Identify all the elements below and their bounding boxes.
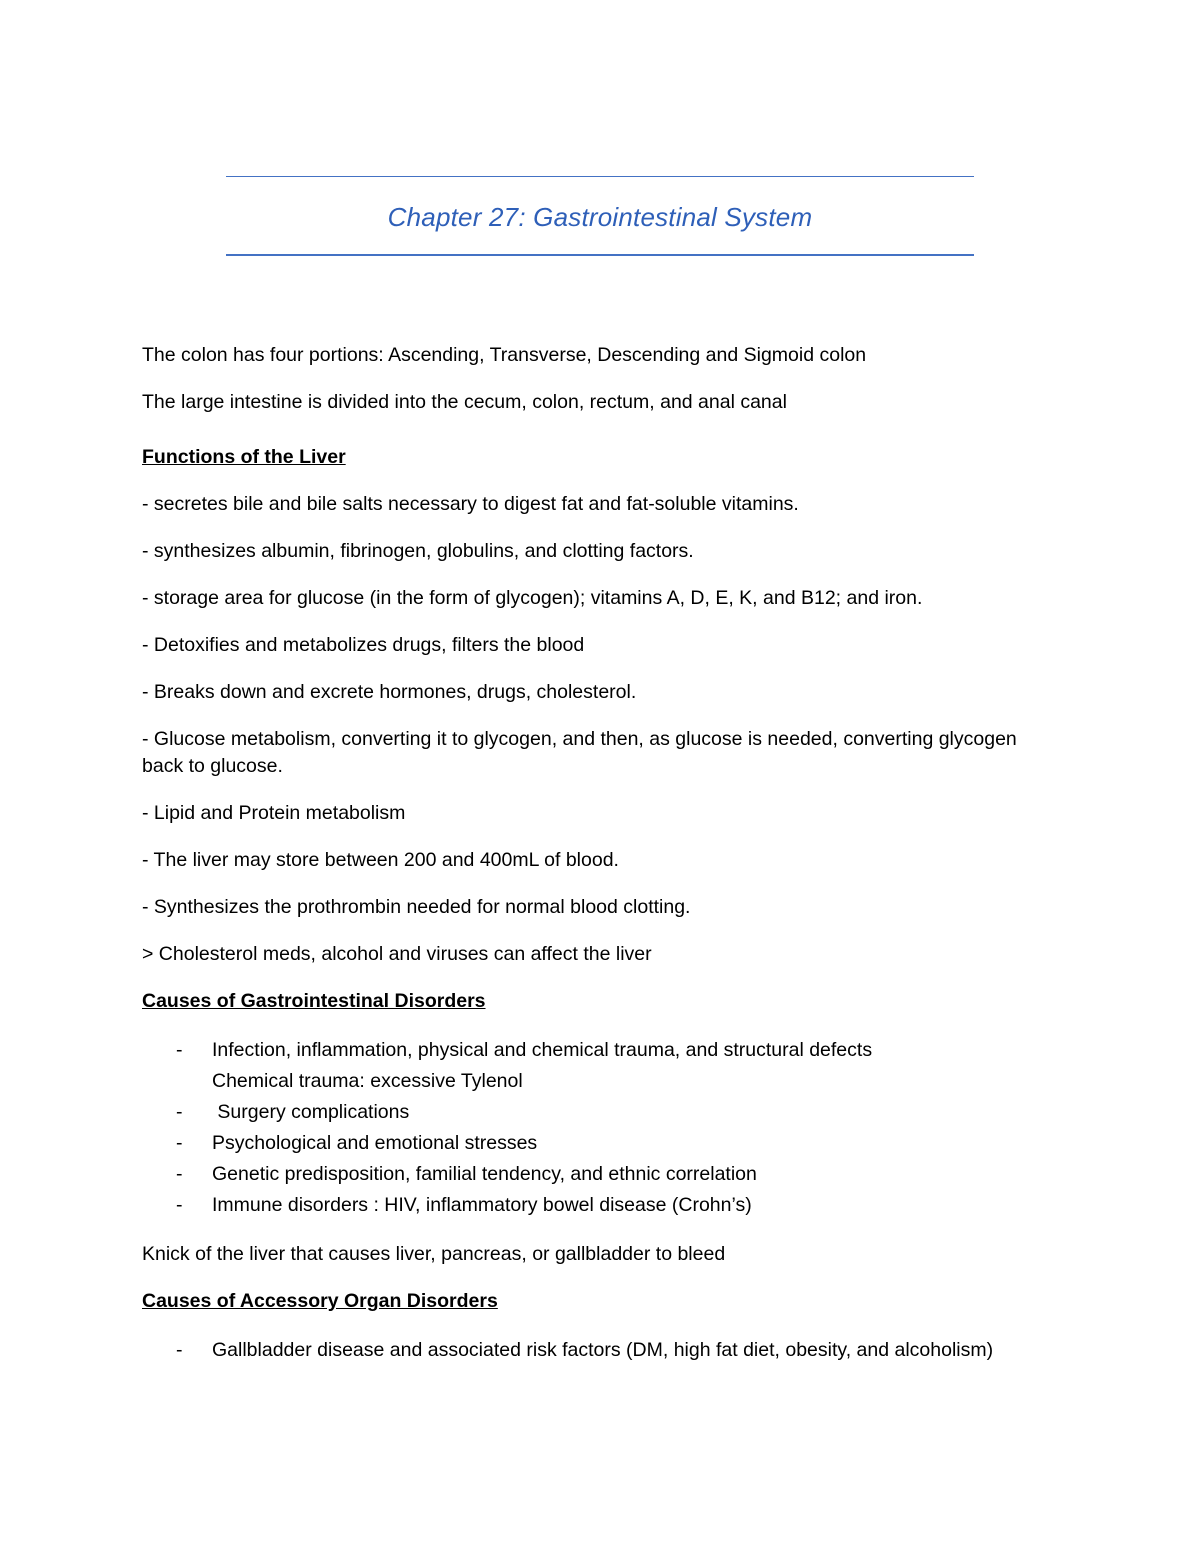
list-item-text: Psychological and emotional stresses — [212, 1132, 538, 1154]
intro-line: The colon has four portions: Ascending, Transverse, Descending and Sigmoid colon — [142, 344, 867, 366]
title-bottom-rule — [226, 254, 974, 256]
gi-disorders-list — [142, 1035, 1022, 1221]
liver-function-item: - Lipid and Protein metabolism — [142, 802, 406, 824]
liver-function-item: - Detoxifies and metabolizes drugs, filters the blood — [142, 634, 585, 656]
gi-note: Knick of the liver that causes liver, pancreas, or gallbladder to bleed — [142, 1243, 726, 1265]
list-item — [142, 1035, 1022, 1097]
list-item-text: Genetic predisposition, familial tendency, and ethnic correlation — [212, 1163, 757, 1185]
title-top-rule — [226, 176, 974, 177]
intro-line: The large intestine is divided into the cecum, colon, rectum, and anal canal — [142, 391, 787, 413]
liver-function-item: - Breaks down and excrete hormones, drugs, cholesterol. — [142, 681, 637, 703]
liver-function-item: - Glucose metabolism, converting it to glycogen, and then, as glucose is needed, converting glycogen back to glucose. — [142, 728, 1017, 777]
list-item — [142, 1335, 1022, 1366]
list-item — [142, 1190, 1022, 1221]
list-item — [142, 1128, 1022, 1159]
list-item — [142, 1159, 1022, 1190]
list-item-text: Infection, inflammation, physical and chemical trauma, and structural defects — [212, 1039, 873, 1061]
page-title: Chapter 27: Gastrointestinal System — [387, 202, 813, 232]
liver-function-item: - synthesizes albumin, fibrinogen, globulins, and clotting factors. — [142, 540, 694, 562]
document-body — [142, 342, 1022, 1386]
liver-note: > Cholesterol meds, alcohol and viruses can affect the liver — [142, 943, 652, 965]
gi-disorders-heading: Causes of Gastrointestinal Disorders — [142, 990, 486, 1012]
list-item-text: Gallbladder disease and associated risk factors (DM, high fat diet, obesity, and alcoholism) — [212, 1339, 994, 1361]
liver-function-item: - The liver may store between 200 and 400mL of blood. — [142, 849, 619, 871]
list-item-subnote: Chemical trauma: excessive Tylenol — [212, 1070, 523, 1092]
liver-functions-heading: Functions of the Liver — [142, 446, 346, 468]
list-item — [142, 1097, 1022, 1128]
liver-function-item: - Synthesizes the prothrombin needed for normal blood clotting. — [142, 896, 691, 918]
liver-function-item: - storage area for glucose (in the form of glycogen); vitamins A, D, E, K, and B12; and iron. — [142, 587, 923, 609]
liver-function-item: - secretes bile and bile salts necessary to digest fat and fat-soluble vitamins. — [142, 493, 799, 515]
list-item-text: Surgery complications — [217, 1101, 410, 1123]
list-item-text: Immune disorders : HIV, inflammatory bowel disease (Crohn’s) — [212, 1194, 752, 1216]
accessory-disorders-list — [142, 1335, 1022, 1366]
accessory-disorders-heading: Causes of Accessory Organ Disorders — [142, 1290, 498, 1312]
